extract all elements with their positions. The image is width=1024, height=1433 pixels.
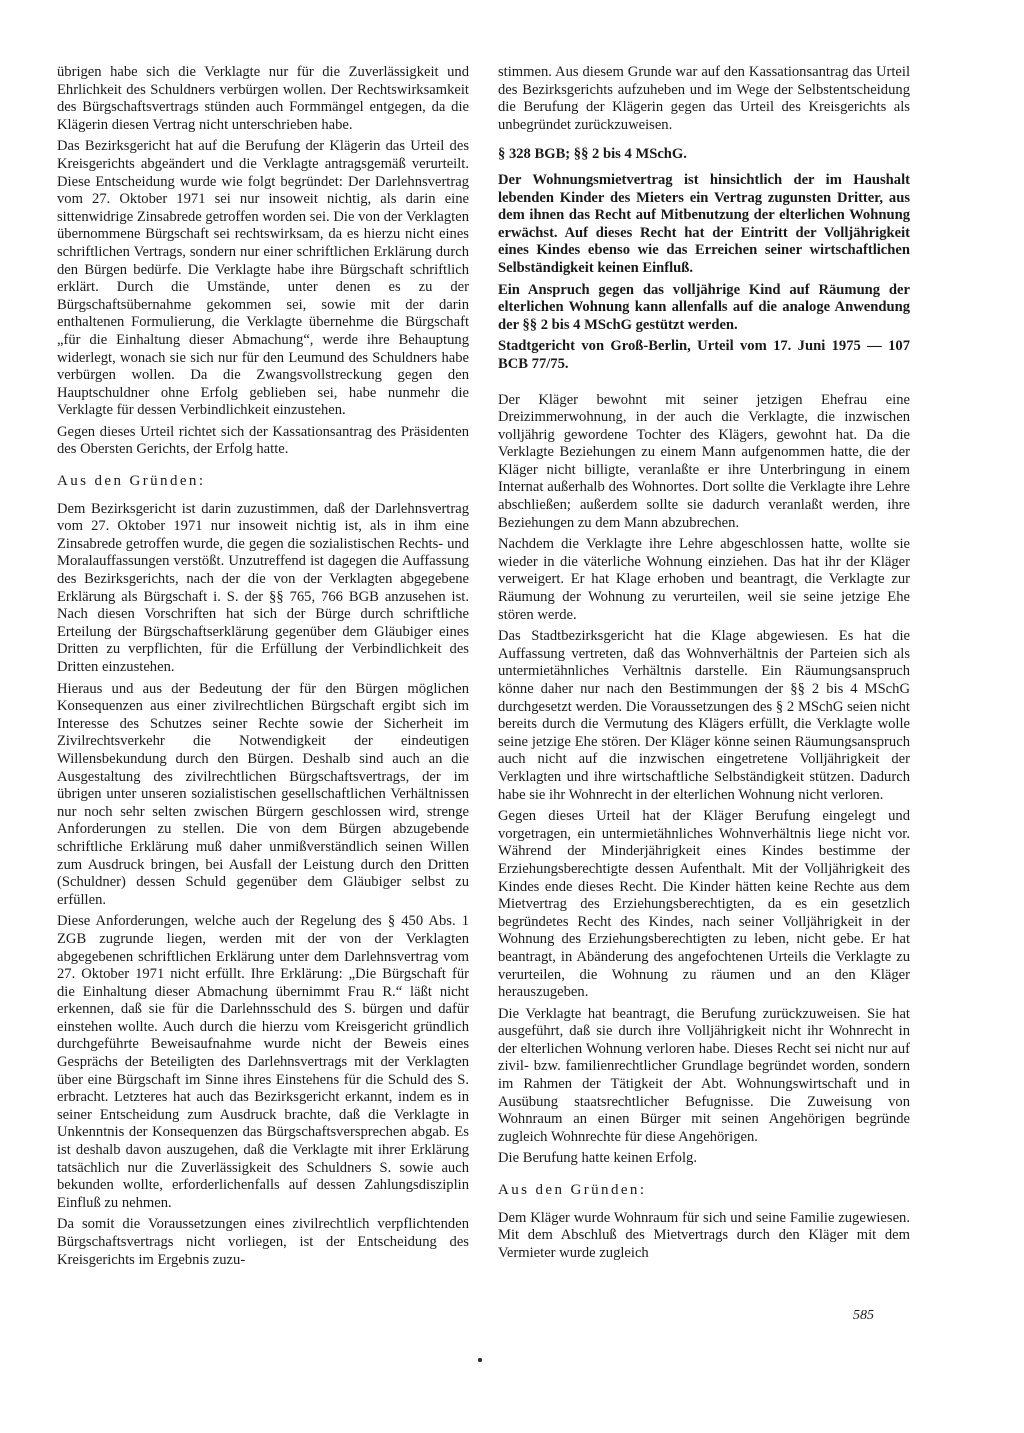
- paragraph: Da somit die Voraussetzungen eines zivilrechtlich verpflichtenden Bürgschaftsvertrags nicht vorliegen, ist der Entscheidung des Kreisgerichts im Ergebnis zuzu-: [57, 1216, 469, 1268]
- paragraph: stimmen. Aus diesem Grunde war auf den Kassationsantrag das Urteil des Bezirksgerichts aufzuheben und im Wege der Selbstentscheidung die Berufung der Klägerin gegen das Urteil des Kreisgerichts als unbegründet zurückzuweisen.: [498, 64, 910, 133]
- right-column: [498, 64, 910, 1266]
- paragraph: Der Kläger bewohnt mit seiner jetzigen Ehefrau eine Dreizimmerwohnung, in der auch die Verklagte, die inzwischen volljährig gewordene Tochter des Klägers, gewohnt hat. Da die Verklagte Beziehungen zu einem Mann aufgenommen hatte, die der Kläger nicht billigte, veranlaßte er ihre Unterbringung in einem Internat außerhalb des Wohnortes. Dort sollte die Verklagte ihre Lehre abschließen; außerdem sollte sie dadurch veranlaßt werden, ihre Beziehungen zu dem Mann abzubrechen.: [498, 391, 910, 531]
- section-heading: Aus den Gründen:: [57, 473, 206, 490]
- paragraph: Nachdem die Verklagte ihre Lehre abgeschlossen hatte, wollte sie wieder in die väterliche Wohnung einziehen. Das hat ihr der Kläger verweigert. Er hat Klage erhoben und beantragt, die Verklagte zur Räumung der Wohnung zu verurteilen, weil sie seine jetzige Ehe stören werde.: [498, 536, 910, 623]
- paragraph: übrigen habe sich die Verklagte nur für die Zuverlässigkeit und Ehrlichkeit des Schuldners verbürgen wollen. Der Rechtswirksamkeit des Bürgschaftsvertrags stünden auch Formmängel entgegen, da die Klägerin diesen Vertrag nicht unterschrieben habe.: [57, 64, 469, 133]
- headnote: Der Wohnungsmietvertrag ist hinsichtlich der im Haushalt lebenden Kinder des Mieters ein Vertrag zugunsten Dritter, aus dem ihnen das Recht auf Mitbenutzung der elterlichen Wohnung erwächst. Auf dieses Recht hat der Eintritt der Volljährigkeit eines Kindes ebenso wie das Erreichen seiner wirtschaftlichen Selbständigkeit keinen Einfluß.: [498, 171, 910, 276]
- paragraph: Die Verklagte hat beantragt, die Berufung zurückzuweisen. Sie hat ausgeführt, daß sie durch ihre Volljährigkeit nicht ihr Wohnrecht in der elterlichen Wohnung verloren habe. Dieses Recht sei nicht nur auf zivil- bzw. familienrechtlicher Grundlage begründet worden, sondern im Rahmen der Tätigkeit der Abt. Wohnungswirtschaft und in Ausübung staatsrechtlicher Befugnisse. Die Zuweisung von Wohnraum an einen Bürger mit seinen Angehörigen begründe zugleich Wohnrechte für diese Angehörigen.: [498, 1005, 910, 1145]
- paragraph: Dem Bezirksgericht ist darin zuzustimmen, daß der Darlehnsvertrag vom 27. Oktober 1971 nur insoweit nichtig ist, als in ihm eine Zinsabrede getroffen wurde, die gegen die sozialistischen Rechts- und Moralauffassungen verstößt. Unzutreffend ist dagegen die Auffassung des Bezirksgerichts, nach der die von der Verklagten abgegebene Erklärung als Bürgschaft i. S. der §§ 765, 766 BGB anzusehen ist. Nach diesen Vorschriften hat sich der Bürge durch schriftliche Erteilung der Bürgschaftserklärung gegenüber dem Gläubiger eines Dritten zu verpflichten, für die Erfüllung der Verbindlichkeit des Dritten einzustehen.: [57, 500, 469, 675]
- print-mark: [478, 1358, 482, 1362]
- paragraph: Gegen dieses Urteil richtet sich der Kassationsantrag des Präsidenten des Obersten Gerichts, der Erfolg hatte.: [57, 423, 469, 458]
- paragraph: Dem Kläger wurde Wohnraum für sich und seine Familie zugewiesen. Mit dem Abschluß des Mietvertrags durch den Kläger mit dem Vermieter wurde zugleich: [498, 1209, 910, 1261]
- court-citation: Stadtgericht von Groß-Berlin, Urteil vom 17. Juni 1975 — 107 BCB 77/75.: [498, 338, 910, 372]
- section-heading: Aus den Gründen:: [498, 1182, 647, 1199]
- law-reference: § 328 BGB; §§ 2 bis 4 MSchG.: [498, 146, 687, 163]
- paragraph: Das Bezirksgericht hat auf die Berufung der Klägerin das Urteil des Kreisgerichts abgeändert und die Verklagte antragsgemäß verurteilt. Diese Entscheidung wurde wie folgt begründet: Der Darlehnsvertrag vom 27. Oktober 1971 sei nur insoweit nichtig, als darin eine sittenwidrige Zinsabrede getroffen worden sei. Die von der Verklagten übernommene Bürgschaft sei rechtswirksam, da es hierzu nicht eines schriftlichen Vertrags, sondern nur einer schriftlichen Erklärung durch den Bürgen bedürfe. Die Verklagte habe ihre Bürgschaft schriftlich erklärt. Durch die Umstände, unter denen es zu der Bürgschaftsübernahme gekommen sei, sowie mit der darin enthaltenen Formulierung, die Verklagte übernehme die Bürgschaft „für die Einhaltung dieser Abmachung“, werde ihre Behauptung widerlegt, wonach sie sich nur für den Leumund des Schuldners habe verbürgen wollen. Da die Zwangsvollstreckung gegen den Hauptschuldner ohne Erfolg geblieben sei, habe nunmehr die Verklagte für dessen Verbindlichkeit einzustehen.: [57, 138, 469, 419]
- paragraph: Das Stadtbezirksgericht hat die Klage abgewiesen. Es hat die Auffassung vertreten, daß das Wohnverhältnis der Parteien sich als untermietähnliches Verhältnis darstelle. Ein Räumungsanspruch könne daher nur nach den Bestimmungen der §§ 2 bis 4 MSchG durchgesetzt werden. Die Voraussetzungen des § 2 MSchG seien nicht bereits durch die Vermutung des Klägers erfüllt, die Verklagte wolle seine jetzige Ehe stören. Der Kläger könne seinen Räumungsanspruch auch nicht auf die inzwischen eingetretene Volljährigkeit der Verklagten und ihre wirtschaftliche Selbständigkeit stützen. Dadurch habe sie ihr Wohnrecht in der elterlichen Wohnung nicht verloren.: [498, 628, 910, 803]
- page-number: 585: [853, 1308, 874, 1323]
- paragraph: Diese Anforderungen, welche auch der Regelung des § 450 Abs. 1 ZGB zugrunde liegen, werden mit der von der Verklagten abgegebenen schriftlichen Erklärung unter dem Darlehnsvertrag vom 27. Oktober 1971 nicht erfüllt. Ihre Erklärung: „Die Bürgschaft für die Einhaltung dieser Abmachung übernimmt Frau R.“ läßt nicht erkennen, daß sie für die Darlehnsschuld des S. bürgen und dafür einstehen wollte. Auch durch die hierzu vom Kreisgericht gründlich durchgeführte Beweisaufnahme wurde nicht der Beweis eines Gesprächs der Beteiligten des Darlehnsvertrags mit der Verklagten über eine Bürgschaft im Sinne ihres Einstehens für die Schuld des S. erbracht. Letzteres hat auch das Bezirksgericht erkannt, indem es in seiner Entscheidung zum Ausdruck brachte, daß die Verklagte in Unkenntnis der Konsequenzen das Bürgschaftsversprechen abgab. Es ist deshalb davon auszugehen, daß die Verklagte mit ihrer Erklärung tatsächlich nur die Zuverlässigkeit des Schuldners S. sowie auch bekunden wollte, erforderlichenfalls auf dessen Zahlungsdisziplin Einfluß zu nehmen.: [57, 913, 469, 1211]
- paragraph: Gegen dieses Urteil hat der Kläger Berufung eingelegt und vorgetragen, ein untermietähnliches Wohnverhältnis liege nicht vor. Während der Minderjährigkeit eines Kindes bestimme der Erziehungsberechtigte dessen Aufenthalt. Mit der Volljährigkeit des Kindes ende dieses Recht. Die Kinder hätten keine Rechte aus dem Mietvertrag des Erziehungsberechtigten, da es ein gesetzlich begründetes Recht des Kindes, nach seiner Volljährigkeit in der Wohnung des Erziehungsberechtigten zu leben, nicht gebe. Er hat beantragt, in Abänderung des angefochtenen Urteils die Verklagte zu verurteilen, die Wohnung zu räumen und an den Kläger herauszugeben.: [498, 808, 910, 1001]
- paragraph: Hieraus und aus der Bedeutung der für den Bürgen möglichen Konsequenzen aus einer zivilrechtlichen Bürgschaft ergibt sich im Interesse des Schutzes seiner Rechte sowie der Sicherheit im Zivilrechtsverkehr die Notwendigkeit der eindeutigen Willensbekundung durch den Bürgen. Deshalb sind auch an die Ausgestaltung des zivilrechtlichen Bürgschaftsvertrags, der im übrigen unter unseren sozialistischen gesellschaftlichen Verhältnissen nur noch sehr selten zwischen Bürgern geschlossen wird, strenge Anforderungen zu stellen. Die von dem Bürgen abzugebende schriftliche Erklärung muß daher unmißverständlich seinen Willen zum Ausdruck bringen, bei Ausfall der Leistung durch den Dritten (Schuldner) dessen Schuld gegenüber dem Gläubiger selbst zu erfüllen.: [57, 680, 469, 908]
- paragraph: Die Berufung hatte keinen Erfolg.: [498, 1150, 697, 1167]
- left-column: [57, 64, 469, 1273]
- headnote: Ein Anspruch gegen das volljährige Kind auf Räumung der elterlichen Wohnung kann allenfalls auf die analoge Anwendung der §§ 2 bis 4 MSchG gestützt werden.: [498, 281, 910, 333]
